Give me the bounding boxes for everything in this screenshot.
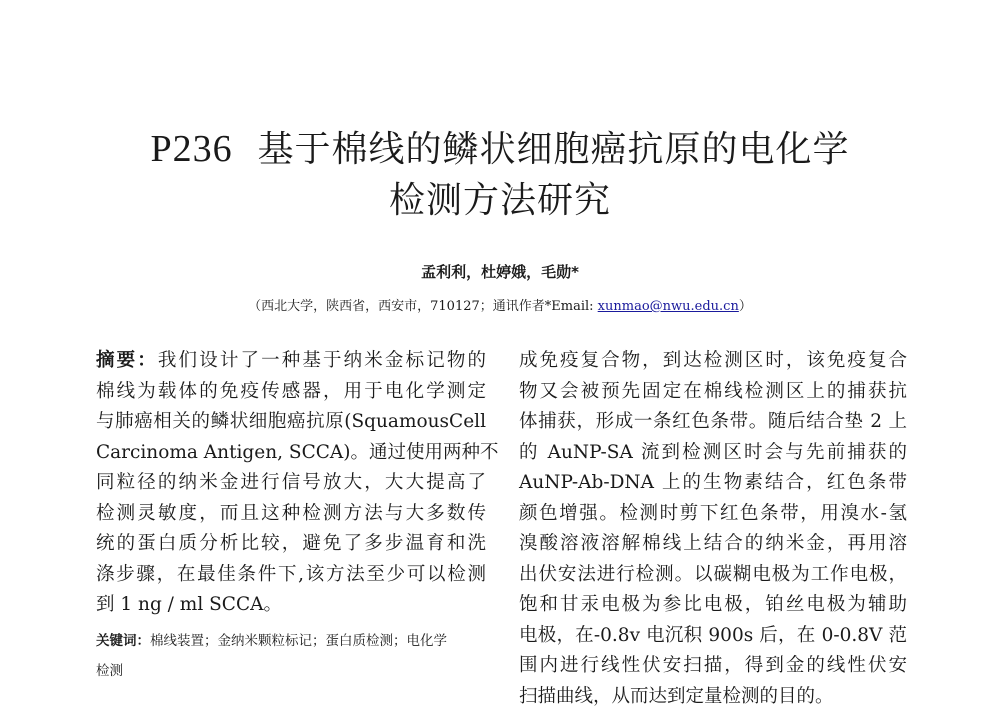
abstract-line: 电极，在-0.8v 电沉积 900s 后，在 0-0.8V 范 <box>519 624 907 646</box>
paper-title-line-2: 检测方法研究 <box>388 180 611 221</box>
paper-title-line-1 <box>0 123 1000 176</box>
email-link[interactable]: xunmao@nwu.edu.cn <box>597 299 739 314</box>
paper-title-text: 基于棉线的鳞状细胞癌抗原的电化学 <box>257 129 850 170</box>
paper-code: P236 <box>150 128 233 170</box>
affiliation <box>0 295 1000 314</box>
abstract-line <box>96 346 486 377</box>
abstract-line: 到 1 ng / ml SCCA。 <box>96 594 282 615</box>
abstract-line: 统的蛋白质分析比较，避免了多步温育和洗 <box>96 533 486 554</box>
abstract-line: 体捕获，形成一条红色条带。随后结合垫 2 上 <box>519 411 907 432</box>
abstract-line: 围内进行线性伏安扫描，得到金的线性伏安 <box>519 655 907 676</box>
abstract-line: 涤步骤，在最佳条件下,该方法至少可以检测 <box>96 563 486 585</box>
abstract-line: 的 AuNP-SA 流到检测区时会与先前捕获的 <box>519 441 907 463</box>
abstract-line-text: 我们设计了一种基于纳米金标记物的 <box>157 350 486 371</box>
abstract-line: 溴酸溶液溶解棉线上结合的纳米金，再用溶 <box>519 533 907 554</box>
keywords-label: 关键词： <box>96 633 150 649</box>
abstract-line: 饱和甘汞电极为参比电极，铂丝电极为辅助 <box>519 594 907 615</box>
abstract-line: 出伏安法进行检测。以碳糊电极为工作电极， <box>519 563 907 585</box>
abstract-line: 棉线为载体的免疫传感器，用于电化学测定 <box>96 380 486 402</box>
abstract-line: Carcinoma Antigen, SCCA)。通过使用两种不 <box>96 441 499 463</box>
keywords <box>96 626 486 686</box>
abstract-line: 同粒径的纳米金进行信号放大，大大提高了 <box>96 472 486 493</box>
abstract-line: 物又会被预先固定在棉线检测区上的捕获抗 <box>519 380 907 402</box>
abstract-line: 颜色增强。检测时剪下红色条带，用溴水-氢 <box>519 502 907 524</box>
author-list: 孟利利，杜婷娥，毛勋* <box>421 263 579 281</box>
abstract-line: AuNP-Ab-DNA 上的生物素结合，红色条带 <box>519 472 907 493</box>
keywords-text: 棉线装置；金纳米颗粒标记；蛋白质检测；电化学 <box>150 633 447 649</box>
abstract-label: 摘要： <box>96 350 158 371</box>
abstract-left-column <box>96 346 499 621</box>
keywords-line: 检测 <box>96 663 123 679</box>
abstract-right-column <box>519 346 907 712</box>
affiliation-text: （西北大学，陕西省，西安市，710127；通讯作者*Email: <box>248 299 598 314</box>
abstract-line: 成免疫复合物，到达检测区时，该免疫复合 <box>519 350 907 371</box>
abstract-line: 与肺癌相关的鳞状细胞癌抗原(SquamousCell <box>96 411 486 432</box>
keywords-line <box>96 626 486 656</box>
affiliation-close: ） <box>738 299 752 314</box>
abstract-line: 检测灵敏度，而且这种检测方法与大多数传 <box>96 502 486 524</box>
abstract-line: 扫描曲线，从而达到定量检测的目的。 <box>519 685 834 707</box>
